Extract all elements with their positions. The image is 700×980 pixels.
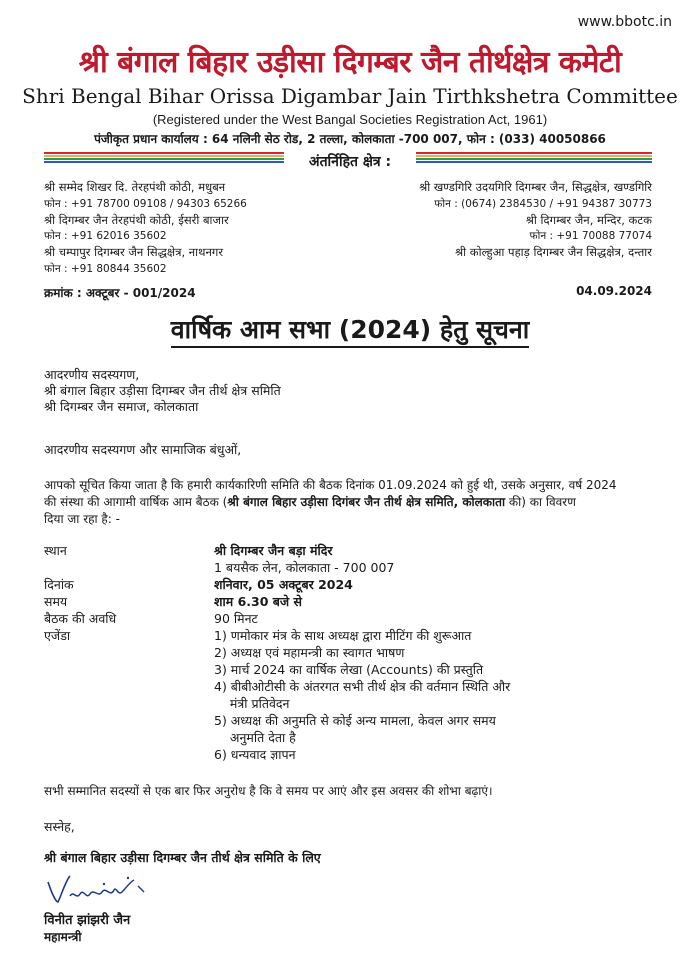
kshetra-left-phone: फोन : +91 62016 35602 [44, 230, 167, 242]
agenda-item: 5) अध्यक्ष की अनुमति से कोई अन्य मामला, केवल अगर समय [214, 713, 496, 728]
color-stripe-right [416, 152, 652, 163]
reference-number: क्रमांक : अक्टूबर - 001/2024 [44, 286, 196, 300]
para-line2-pre: की संस्था की आगामी वार्षिक आम बैठक ( [44, 495, 228, 509]
kshetra-left-name: श्री दिगम्बर जैन तेरहपंथी कोठी, ईसरी बाजार [44, 213, 229, 227]
org-title-english: Shri Bengal Bihar Orissa Digambar Jain Tirthkshetra Committee [22, 84, 678, 108]
reference-date: 04.09.2024 [576, 284, 652, 298]
kshetra-left-name: श्री चम्पापुर दिगम्बर जैन सिद्धक्षेत्र, नाथनगर [44, 245, 224, 259]
website-link[interactable]: www.bbotc.in [577, 14, 672, 30]
agenda-item: 4) बीबीओटीसी के अंतरगत सभी तीर्थ क्षेत्र की वर्तमान स्थिति और [214, 679, 511, 694]
date-value: शनिवार, 05 अक्टूबर 2024 [214, 577, 353, 592]
duration-label: बैठक की अवधि [44, 611, 117, 626]
kshetra-right-name: श्री खण्डगिरि उदयगिरि दिगम्बर जैन, सिद्धक्षेत्र, खण्डगिरि [419, 180, 652, 194]
section-label: अंतर्निहित क्षेत्र : [308, 154, 392, 170]
venue-address: 1 बयसैक लेन, कोलकाता - 700 007 [214, 560, 395, 575]
agenda-item: मंत्री प्रतिवेदन [214, 696, 290, 711]
venue-name: श्री दिगम्बर जैन बड़ा मंदिर [214, 543, 333, 558]
para-line: दिया जा रहा है: - [44, 512, 120, 526]
agenda-item: 2) अध्यक्ष एवं महामन्त्री का स्वागत भाषण [214, 645, 405, 660]
closing-request: सभी सम्मानित सदस्यों से एक बार फिर अनुरोध है कि वे समय पर आएं और इस अवसर की शोभा बढ़ाएं। [44, 784, 493, 798]
kshetra-right-phone: फोन : +91 70088 77074 [529, 230, 652, 242]
greeting: आदरणीय सदस्यगण और सामाजिक बंधुओं, [44, 442, 242, 457]
salutation-line: श्री बंगाल बिहार उड़ीसा दिगम्बर जैन तीर्थ क्षेत्र समिति [44, 383, 281, 398]
regards: सस्नेह, [44, 819, 75, 834]
salutation-line: श्री दिगम्बर जैन समाज, कोलकाता [44, 399, 199, 414]
salutation-line: आदरणीय सदस्यगण, [44, 367, 140, 382]
kshetra-left-phone: फोन : +91 78700 09108 / 94303 65266 [44, 198, 247, 210]
registration-note: (Registered under the West Bangal Societies Registration Act, 1961) [152, 112, 548, 127]
kshetra-right-phone: फोन : (0674) 2384530 / +91 94387 30773 [434, 198, 652, 210]
time-label: समय [44, 594, 68, 609]
para-line2-org: श्री बंगाल बिहार उड़ीसा दिगंबर जैन तीर्थ क्षेत्र समिति, कोलकाता [227, 495, 506, 509]
notice-title-text: वार्षिक आम सभा (2024) हेतु सूचना [171, 315, 530, 348]
notice-title [0, 312, 700, 346]
signatory-name: विनीत झांझरी जैन [44, 913, 131, 928]
venue-label: स्थान [44, 543, 67, 558]
agenda-label: एजेंडा [44, 628, 71, 643]
signature-image [44, 872, 154, 908]
date-label: दिनांक [44, 577, 74, 592]
office-address: पंजीकृत प्रधान कार्यालय : 64 नलिनी सेठ रोड, 2 तल्ला, कोलकाता -700 007, फोन : (033) 40050866 [94, 132, 606, 146]
para-line2-post: की) का विवरण [505, 495, 576, 509]
duration-value: 90 मिनट [214, 611, 258, 626]
kshetra-left-name: श्री सम्मेद शिखर दि. तेरहपंथी कोठी, मधुबन [44, 180, 226, 194]
agenda-item: 3) मार्च 2024 का वार्षिक लेखा (Accounts) की प्रस्तुति [214, 662, 484, 677]
signatory-designation: महामन्त्री [44, 930, 82, 944]
org-title-hindi: श्री बंगाल बिहार उड़ीसा दिगम्बर जैन तीर्थक्षेत्र कमेटी [78, 45, 622, 80]
para-line: आपको सूचित किया जाता है कि हमारी कार्यकारिणी समिति की बैठक दिनांक 01.09.2024 को हुई थी, उसके अनुसार, वर्ष 2024 [44, 478, 617, 492]
time-value: शाम 6.30 बजे से [214, 594, 302, 609]
kshetra-left-phone: फोन : +91 80844 35602 [44, 263, 167, 275]
kshetra-right-name: श्री दिगम्बर जैन, मन्दिर, कटक [525, 213, 652, 227]
agenda-item: 6) धन्यवाद ज्ञापन [214, 747, 296, 762]
agenda-item: 1) णमोकार मंत्र के साथ अध्यक्ष द्वारा मीटिंग की शुरूआत [214, 628, 472, 643]
for-organisation: श्री बंगाल बिहार उड़ीसा दिगम्बर जैन तीर्थ क्षेत्र समिति के लिए [44, 850, 321, 865]
kshetra-right-name: श्री कोल्हुआ पहाड़ दिगम्बर जैन सिद्धक्षेत्र, दन्तार [454, 245, 652, 259]
para-line [44, 493, 576, 510]
agenda-item: अनुमति देता है [214, 730, 296, 745]
